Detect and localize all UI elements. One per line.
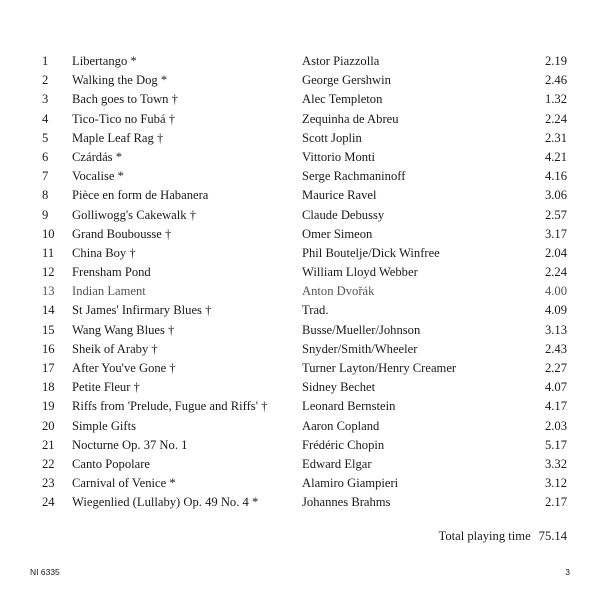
track-row [0, 186, 600, 205]
track-row [0, 225, 600, 244]
track-title: Tico-Tico no Fubá † [72, 111, 175, 126]
track-list [0, 52, 600, 513]
track-number: 17 [42, 361, 55, 375]
track-title: Maple Leaf Rag † [72, 130, 164, 145]
track-duration: 4.00 [544, 284, 567, 299]
total-playing-time [439, 529, 568, 544]
track-title: Vocalise * [72, 169, 124, 184]
track-duration: 4.07 [544, 380, 567, 395]
track-duration: 4.17 [544, 399, 567, 414]
track-row [0, 397, 600, 416]
track-number: 19 [42, 399, 55, 414]
track-row [0, 493, 600, 512]
track-title: Pièce en form de Habanera [72, 188, 209, 203]
track-composer: Zequinha de Abreu [302, 111, 399, 126]
track-title: Nocturne Op. 37 No. 1 [72, 437, 188, 452]
track-composer: William Lloyd Webber [302, 265, 418, 280]
track-duration: 3.13 [544, 322, 567, 337]
track-number: 14 [42, 303, 55, 318]
track-composer: Phil Boutelje/Dick Winfree [302, 245, 440, 260]
track-composer: Trad. [302, 303, 329, 318]
track-row [0, 148, 600, 167]
track-duration: 5.17 [544, 437, 567, 452]
track-composer: Vittorio Monti [302, 149, 376, 164]
page-number: 3 [565, 567, 570, 577]
track-title: Walking the Dog * [72, 73, 168, 88]
track-number: 10 [42, 226, 55, 241]
track-duration: 3.12 [544, 476, 567, 491]
track-composer: Johannes Brahms [302, 495, 391, 510]
track-row [0, 52, 600, 71]
track-number: 16 [42, 341, 55, 356]
track-row [0, 474, 600, 493]
track-title: China Boy † [72, 245, 136, 260]
track-duration: 2.03 [544, 418, 567, 433]
track-duration: 2.04 [544, 245, 567, 260]
track-duration: 3.17 [544, 226, 567, 241]
track-duration: 4.21 [544, 149, 567, 164]
track-number: 12 [42, 265, 55, 280]
track-number: 1 [42, 54, 49, 68]
track-title: Golliwogg's Cakewalk † [72, 207, 196, 222]
track-title: Wiegenlied (Lullaby) Op. 49 No. 4 * [72, 495, 259, 510]
track-composer: Scott Joplin [302, 130, 362, 145]
track-duration: 2.24 [544, 265, 567, 280]
track-number: 15 [42, 322, 55, 337]
track-title: After You've Gone † [72, 361, 176, 375]
track-row [0, 206, 600, 225]
track-title: Grand Boubousse † [72, 226, 172, 241]
track-row [0, 301, 600, 320]
track-row [0, 321, 600, 340]
track-row [0, 263, 600, 282]
track-composer: Anton Dvořák [302, 284, 375, 299]
track-title: Bach goes to Town † [72, 92, 178, 107]
track-number: 23 [42, 476, 55, 491]
track-number: 7 [42, 169, 49, 184]
track-title: Libertango * [72, 54, 137, 68]
track-row [0, 340, 600, 359]
track-number: 11 [42, 245, 55, 260]
track-number: 8 [42, 188, 49, 203]
track-title: Simple Gifts [72, 418, 137, 433]
track-composer: Alec Templeton [302, 92, 383, 107]
track-number: 21 [42, 437, 55, 452]
track-duration: 2.19 [544, 54, 567, 68]
track-row [0, 244, 600, 263]
track-number: 3 [42, 92, 49, 107]
track-row [0, 129, 600, 148]
track-title: Czárdás * [72, 149, 123, 164]
track-composer: Turner Layton/Henry Creamer [302, 361, 457, 375]
track-composer: Busse/Mueller/Johnson [302, 322, 421, 337]
track-number: 9 [42, 207, 49, 222]
track-row [0, 359, 600, 378]
track-row [0, 110, 600, 129]
track-composer: Maurice Ravel [302, 188, 377, 203]
track-duration: 2.17 [544, 495, 567, 510]
track-row [0, 455, 600, 474]
track-number: 18 [42, 380, 55, 395]
track-duration: 4.16 [544, 169, 567, 184]
track-composer: Alamiro Giampieri [302, 476, 399, 491]
track-number: 4 [42, 111, 49, 126]
track-composer: Serge Rachmaninoff [302, 169, 406, 184]
track-number: 22 [42, 456, 55, 471]
total-label: Total playing time [438, 529, 531, 543]
track-title: St James' Infirmary Blues † [72, 303, 212, 318]
track-number: 24 [42, 495, 55, 510]
track-number: 13 [42, 284, 55, 299]
track-composer: Frédéric Chopin [302, 437, 385, 452]
catalog-number: NI 6335 [30, 567, 60, 577]
track-duration: 2.57 [544, 207, 567, 222]
track-row [0, 71, 600, 90]
track-composer: Edward Elgar [302, 456, 372, 471]
track-duration: 1.32 [544, 92, 567, 107]
track-row [0, 90, 600, 109]
track-duration: 4.09 [544, 303, 567, 318]
track-title: Riffs from 'Prelude, Fugue and Riffs' † [72, 399, 268, 414]
track-title: Sheik of Araby † [72, 341, 158, 356]
track-composer: Leonard Bernstein [302, 399, 396, 414]
track-composer: Aaron Copland [302, 418, 380, 433]
track-title: Wang Wang Blues † [72, 322, 175, 337]
track-number: 2 [42, 73, 49, 88]
track-number: 5 [42, 130, 49, 145]
track-composer: Astor Piazzolla [302, 54, 380, 68]
track-duration: 3.32 [544, 456, 567, 471]
track-title: Canto Popolare [72, 456, 150, 471]
track-title: Petite Fleur † [72, 380, 140, 395]
total-value: 75.14 [538, 529, 567, 543]
track-row [0, 167, 600, 186]
track-duration: 2.27 [544, 361, 567, 375]
track-duration: 2.46 [544, 73, 567, 88]
track-duration: 3.06 [544, 188, 567, 203]
track-duration: 2.24 [544, 111, 567, 126]
track-row [0, 282, 600, 301]
track-row [0, 417, 600, 436]
track-title: Indian Lament [72, 284, 146, 299]
track-duration: 2.43 [544, 341, 567, 356]
track-number: 20 [42, 418, 55, 433]
track-composer: George Gershwin [302, 73, 391, 88]
track-row [0, 378, 600, 397]
track-number: 6 [42, 149, 49, 164]
track-composer: Sidney Bechet [302, 380, 376, 395]
track-composer: Claude Debussy [302, 207, 385, 222]
track-composer: Snyder/Smith/Wheeler [302, 341, 418, 356]
track-row [0, 436, 600, 455]
track-title: Frensham Pond [72, 265, 151, 280]
track-composer: Omer Simeon [302, 226, 373, 241]
track-duration: 2.31 [544, 130, 567, 145]
track-title: Carnival of Venice * [72, 476, 176, 491]
